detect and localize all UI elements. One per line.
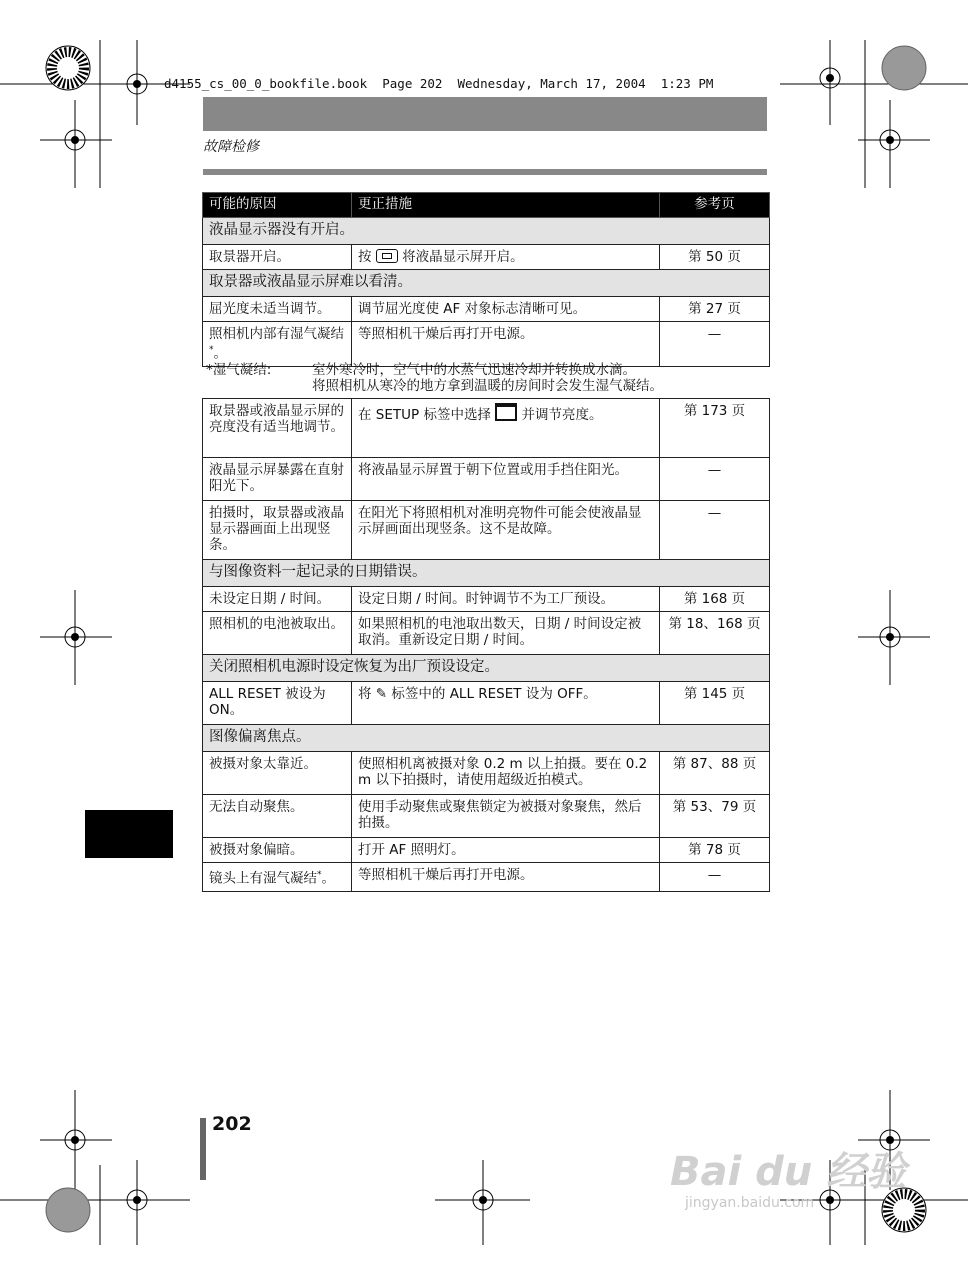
ref-cell: 第 173 页 (660, 399, 770, 458)
remedy-cell: 设定日期 / 时间。时钟调节不为工厂预设。 (352, 587, 660, 612)
cause-cell: 取景器或液晶显示屏的亮度没有适当地调节。 (203, 399, 352, 458)
table-row (203, 863, 770, 892)
cause-cell: 屈光度未适当调节。 (203, 297, 352, 322)
remedy-cell: 如果照相机的电池取出数天，日期 / 时间设定被取消。重新设定日期 / 时间。 (352, 612, 660, 655)
troubleshooting-table-2 (202, 398, 770, 892)
chapter-tab (85, 810, 173, 858)
cause-cell: 拍摄时，取景器或液晶显示器画面上出现竖条。 (203, 501, 352, 560)
remedy-cell: 使照相机离被摄对象 0.2 m 以上拍摄。要在 0.2 m 以下拍摄时，请使用超级近拍模式。 (352, 752, 660, 795)
remedy-cell: 在 SETUP 标签中选择 并调节亮度。 (352, 399, 660, 458)
section-row (203, 560, 770, 587)
cause-cell: 未设定日期 / 时间。 (203, 587, 352, 612)
table-row (203, 501, 770, 560)
ref-cell: 第 87、88 页 (660, 752, 770, 795)
remedy-cell: 等照相机干燥后再打开电源。 (352, 863, 660, 892)
ref-cell: — (660, 458, 770, 501)
section-title: 故障检修 (203, 139, 259, 155)
ref-cell: 第 53、79 页 (660, 795, 770, 838)
table-row (203, 245, 770, 270)
cause-cell: ALL RESET 被设为 ON。 (203, 682, 352, 725)
cause-cell: 镜头上有湿气凝结*。 (203, 863, 352, 892)
remedy-cell: 按 将液晶显示屏开启。 (352, 245, 660, 270)
remedy-cell: 使用手动聚焦或聚焦锁定为被摄对象聚焦，然后拍摄。 (352, 795, 660, 838)
ref-cell: — (660, 501, 770, 560)
cause-cell: 照相机内部有湿气凝结*。 (203, 322, 352, 367)
ref-cell: 第 78 页 (660, 838, 770, 863)
table-row (203, 458, 770, 501)
condensation-note: *湿气凝结: 室外寒冷时，空气中的水蒸气迅速冷却并转换成水滴。 将照相机从寒冷的地方拿到温暖的房间时会发生湿气凝结。 (206, 362, 663, 394)
watermark-logo: Bai du 经验 (670, 1149, 907, 1195)
section-row (203, 655, 770, 682)
ref-cell: 第 50 页 (660, 245, 770, 270)
remedy-cell: 将 ✎ 标签中的 ALL RESET 设为 OFF。 (352, 682, 660, 725)
header-rule (203, 169, 767, 175)
section-row (203, 725, 770, 752)
ref-cell: 第 145 页 (660, 682, 770, 725)
remedy-cell: 在阳光下将照相机对准明亮物件可能会使液晶显示屏画面出现竖条。这不是故障。 (352, 501, 660, 560)
section-label: 取景器或液晶显示屏难以看清。 (203, 270, 770, 297)
section-label: 图像偏离焦点。 (203, 725, 770, 752)
troubleshooting-table-1 (202, 192, 770, 367)
header-bar (203, 97, 767, 131)
section-label: 液晶显示器没有开启。 (203, 218, 770, 245)
table-row (203, 612, 770, 655)
table-row (203, 682, 770, 725)
page-number: 202 (212, 1113, 252, 1135)
header-ref: 参考页 (660, 193, 770, 218)
ref-cell: 第 18、168 页 (660, 612, 770, 655)
section-label: 与图像资料一起记录的日期错误。 (203, 560, 770, 587)
ref-cell: 第 27 页 (660, 297, 770, 322)
cause-cell: 液晶显示屏暴露在直射阳光下。 (203, 458, 352, 501)
cause-cell: 照相机的电池被取出。 (203, 612, 352, 655)
page-number-bar (200, 1118, 206, 1180)
table-row (203, 297, 770, 322)
section-row (203, 270, 770, 297)
table-row (203, 322, 770, 367)
display-button-icon (376, 249, 398, 263)
table-row (203, 752, 770, 795)
ref-cell: 第 168 页 (660, 587, 770, 612)
remedy-cell: 打开 AF 照明灯。 (352, 838, 660, 863)
cause-cell: 取景器开启。 (203, 245, 352, 270)
header-cause: 可能的原因 (203, 193, 352, 218)
table-row (203, 399, 770, 458)
remedy-cell: 等照相机干燥后再打开电源。 (352, 322, 660, 367)
table-row (203, 587, 770, 612)
ref-cell: — (660, 863, 770, 892)
table-row (203, 795, 770, 838)
section-row (203, 218, 770, 245)
table-header (203, 193, 770, 218)
lcd-brightness-icon (495, 403, 517, 421)
section-label: 关闭照相机电源时设定恢复为出厂预设设定。 (203, 655, 770, 682)
table-row (203, 838, 770, 863)
cause-cell: 被摄对象偏暗。 (203, 838, 352, 863)
cause-cell: 被摄对象太靠近。 (203, 752, 352, 795)
remedy-cell: 调节屈光度使 AF 对象标志清晰可见。 (352, 297, 660, 322)
remedy-cell: 将液晶显示屏置于朝下位置或用手挡住阳光。 (352, 458, 660, 501)
watermark-url: jingyan.baidu.com (685, 1195, 815, 1211)
ref-cell: — (660, 322, 770, 367)
cause-cell: 无法自动聚焦。 (203, 795, 352, 838)
print-slug: d4155_cs_00_0_bookfile.book Page 202 Wednesday, March 17, 2004 1:23 PM (164, 76, 714, 91)
header-remedy: 更正措施 (352, 193, 660, 218)
wrench-person-icon: ✎ (375, 686, 388, 702)
